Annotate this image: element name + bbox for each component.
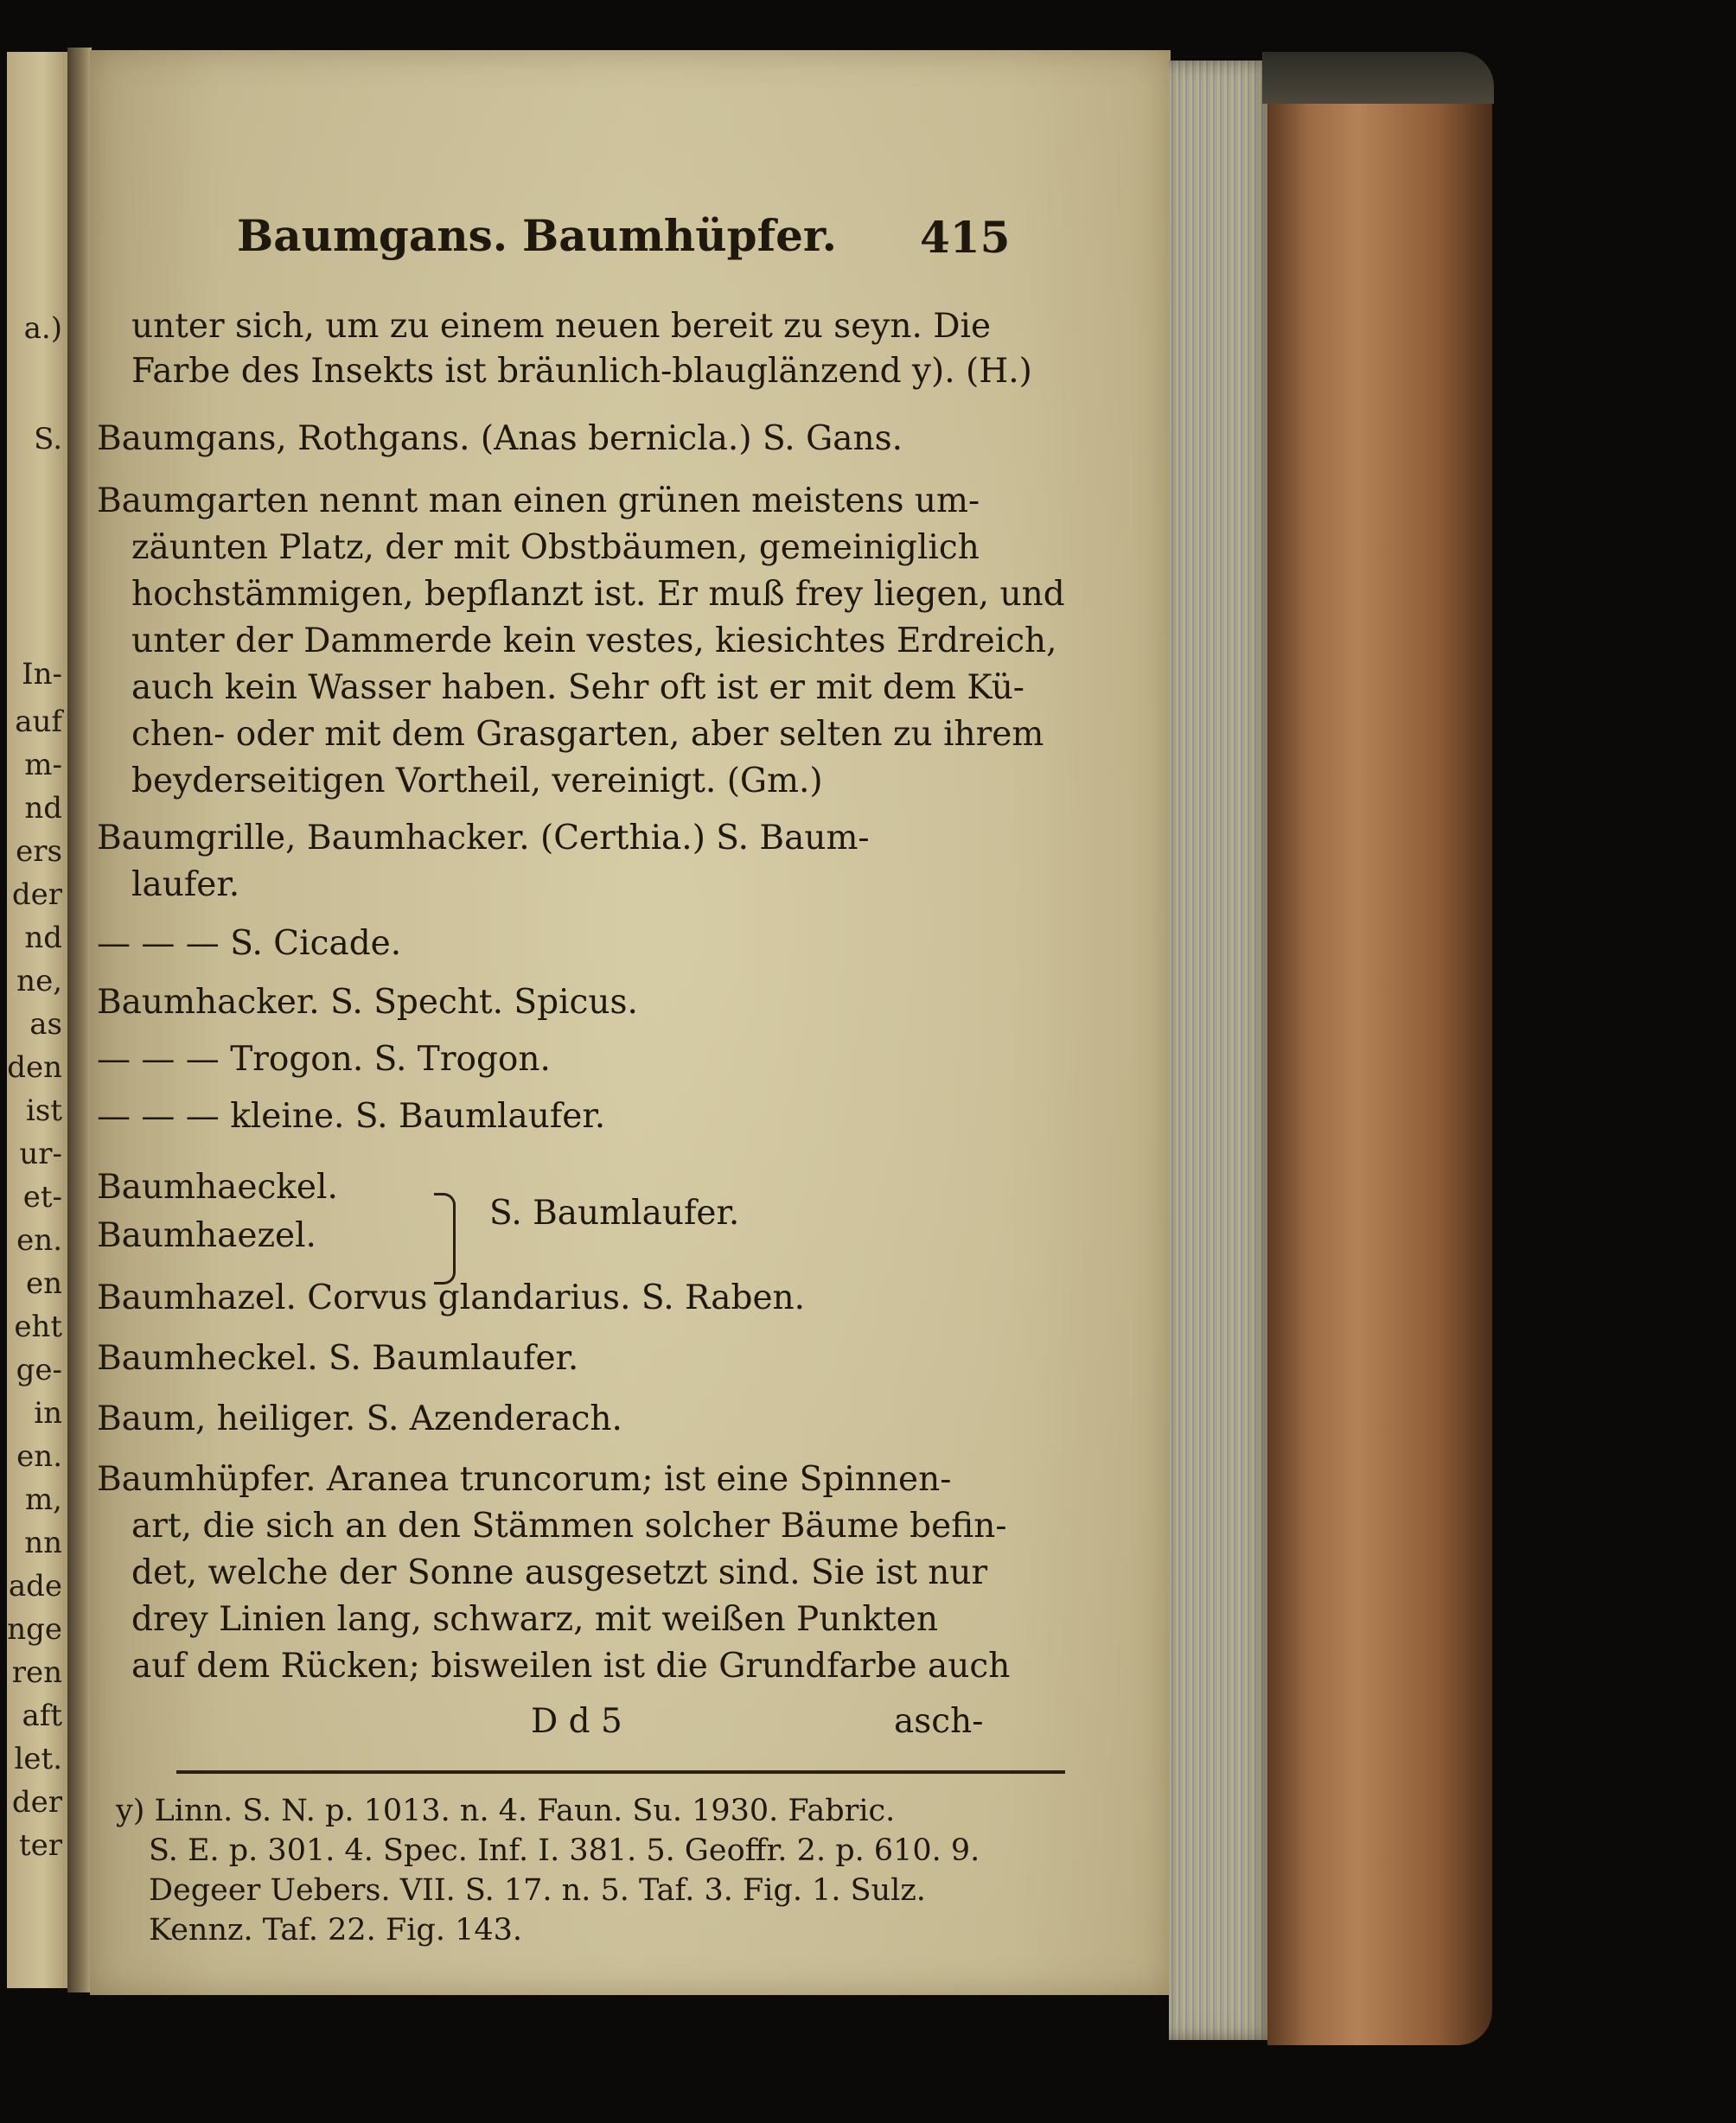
- entry-baumhuepfer: Baumhüpfer. Aranea truncorum; ist eine Spinnen-: [97, 1460, 952, 1499]
- text-line: art, die sich an den Stämmen solcher Bäume befin-: [131, 1507, 1007, 1546]
- margin-fragment: ter: [18, 1828, 62, 1863]
- catchword: asch-: [894, 1702, 984, 1741]
- margin-fragment: m-: [24, 748, 62, 782]
- margin-fragment: der: [11, 1785, 62, 1820]
- gutter-shadow: [67, 48, 92, 1992]
- margin-fragment: ge-: [16, 1353, 62, 1387]
- margin-fragment: In-: [22, 657, 62, 692]
- page-number: 415: [920, 212, 1011, 263]
- margin-fragment: nn: [24, 1526, 62, 1560]
- margin-fragment: nd: [24, 921, 62, 955]
- text-line: zäunten Platz, der mit Obstbäumen, gemeiniglich: [131, 528, 980, 567]
- margin-fragment: en.: [16, 1439, 62, 1474]
- entry-baumgans: Baumgans, Rothgans. (Anas bernicla.) S. Gans.: [97, 419, 903, 458]
- margin-fragment: ren: [11, 1655, 62, 1690]
- text-line: drey Linien lang, schwarz, mit weißen Punkten: [131, 1600, 938, 1639]
- footnote-line: y) Linn. S. N. p. 1013. n. 4. Faun. Su. 1930. Fabric.: [116, 1794, 896, 1828]
- signature-mark: D d 5: [531, 1702, 622, 1741]
- entry-baumhaeckel: Baumhaeckel.: [97, 1168, 338, 1207]
- running-head-right: Baumhüpfer.: [522, 210, 838, 261]
- margin-fragment: S.: [34, 422, 62, 456]
- text-line: laufer.: [131, 865, 240, 904]
- margin-fragment: nd: [24, 791, 62, 826]
- entry-trogon: — — — Trogon. S. Trogon.: [97, 1040, 551, 1079]
- entry-baumgrille: Baumgrille, Baumhacker. (Certhia.) S. Baum-: [97, 819, 870, 857]
- margin-fragment: as: [29, 1007, 62, 1042]
- margin-fragment: en: [25, 1266, 62, 1301]
- margin-fragment: en.: [16, 1223, 62, 1258]
- margin-fragment: m,: [24, 1482, 62, 1517]
- entry-baumhazel: Baumhazel. Corvus glandarius. S. Raben.: [97, 1278, 806, 1317]
- margin-fragment: den: [7, 1050, 62, 1085]
- text-line: hochstämmigen, bepflanzt ist. Er muß frey liegen, und: [131, 575, 1065, 614]
- entry-baumhacker: Baumhacker. S. Specht. Spicus.: [97, 983, 638, 1022]
- page-block-edge: [1169, 61, 1273, 2040]
- margin-fragment: ers: [16, 834, 62, 869]
- brace: [434, 1193, 456, 1285]
- margin-fragment: et-: [22, 1180, 62, 1215]
- footnote-line: Kennz. Taf. 22. Fig. 143.: [149, 1913, 522, 1948]
- text-line: chen- oder mit dem Grasgarten, aber selten zu ihrem: [131, 715, 1044, 754]
- page: [90, 50, 1171, 1995]
- margin-fragment: ade: [8, 1569, 62, 1603]
- margin-fragment: aft: [22, 1699, 62, 1733]
- text-line: Farbe des Insekts ist bräunlich-blauglänzend y). (H.): [131, 352, 1032, 391]
- margin-fragment: a.): [23, 311, 62, 346]
- margin-fragment: let.: [14, 1742, 62, 1776]
- footnote-line: Degeer Uebers. VII. S. 17. n. 5. Taf. 3. Fig. 1. Sulz.: [149, 1873, 926, 1908]
- entry-kleine: — — — kleine. S. Baumlaufer.: [97, 1097, 606, 1136]
- entry-baumheckel: Baumheckel. S. Baumlaufer.: [97, 1339, 579, 1378]
- cover-top: [1262, 52, 1494, 104]
- margin-fragment: ur-: [19, 1137, 62, 1171]
- margin-fragment: eht: [14, 1310, 62, 1344]
- entry-baumgarten: Baumgarten nennt man einen grünen meistens um-: [97, 481, 980, 520]
- text-line: unter sich, um zu einem neuen bereit zu seyn. Die: [131, 307, 992, 346]
- entry-baumhaezel: Baumhaezel.: [97, 1216, 316, 1255]
- margin-fragment: nge: [7, 1612, 62, 1647]
- margin-fragment: ne,: [16, 964, 62, 998]
- margin-fragment: in: [34, 1396, 62, 1431]
- margin-fragment: auf: [15, 704, 62, 739]
- text-line: auch kein Wasser haben. Sehr oft ist er mit dem Kü-: [131, 668, 1024, 707]
- margin-fragment: der: [11, 877, 62, 912]
- previous-page-edge: [7, 52, 70, 1988]
- text-line: beyderseitigen Vortheil, vereinigt. (Gm.): [131, 762, 823, 800]
- entry-baum-heiliger: Baum, heiliger. S. Azenderach.: [97, 1399, 622, 1438]
- running-head-left: Baumgans.: [237, 210, 508, 261]
- text-line: unter der Dammerde kein vestes, kiesichtes Erdreich,: [131, 622, 1057, 660]
- footnote-line: S. E. p. 301. 4. Spec. Inf. I. 381. 5. Geoffr. 2. p. 610. 9.: [149, 1833, 980, 1868]
- cross-reference: S. Baumlaufer.: [489, 1194, 740, 1233]
- entry-cicade: — — — S. Cicade.: [97, 924, 402, 963]
- footnote-rule: [176, 1770, 1065, 1774]
- text-line: auf dem Rücken; bisweilen ist die Grundfarbe auch: [131, 1647, 1011, 1686]
- margin-fragment: ist: [26, 1093, 62, 1128]
- book-cover: [1267, 57, 1492, 2045]
- text-line: det, welche der Sonne ausgesetzt sind. Sie ist nur: [131, 1553, 988, 1592]
